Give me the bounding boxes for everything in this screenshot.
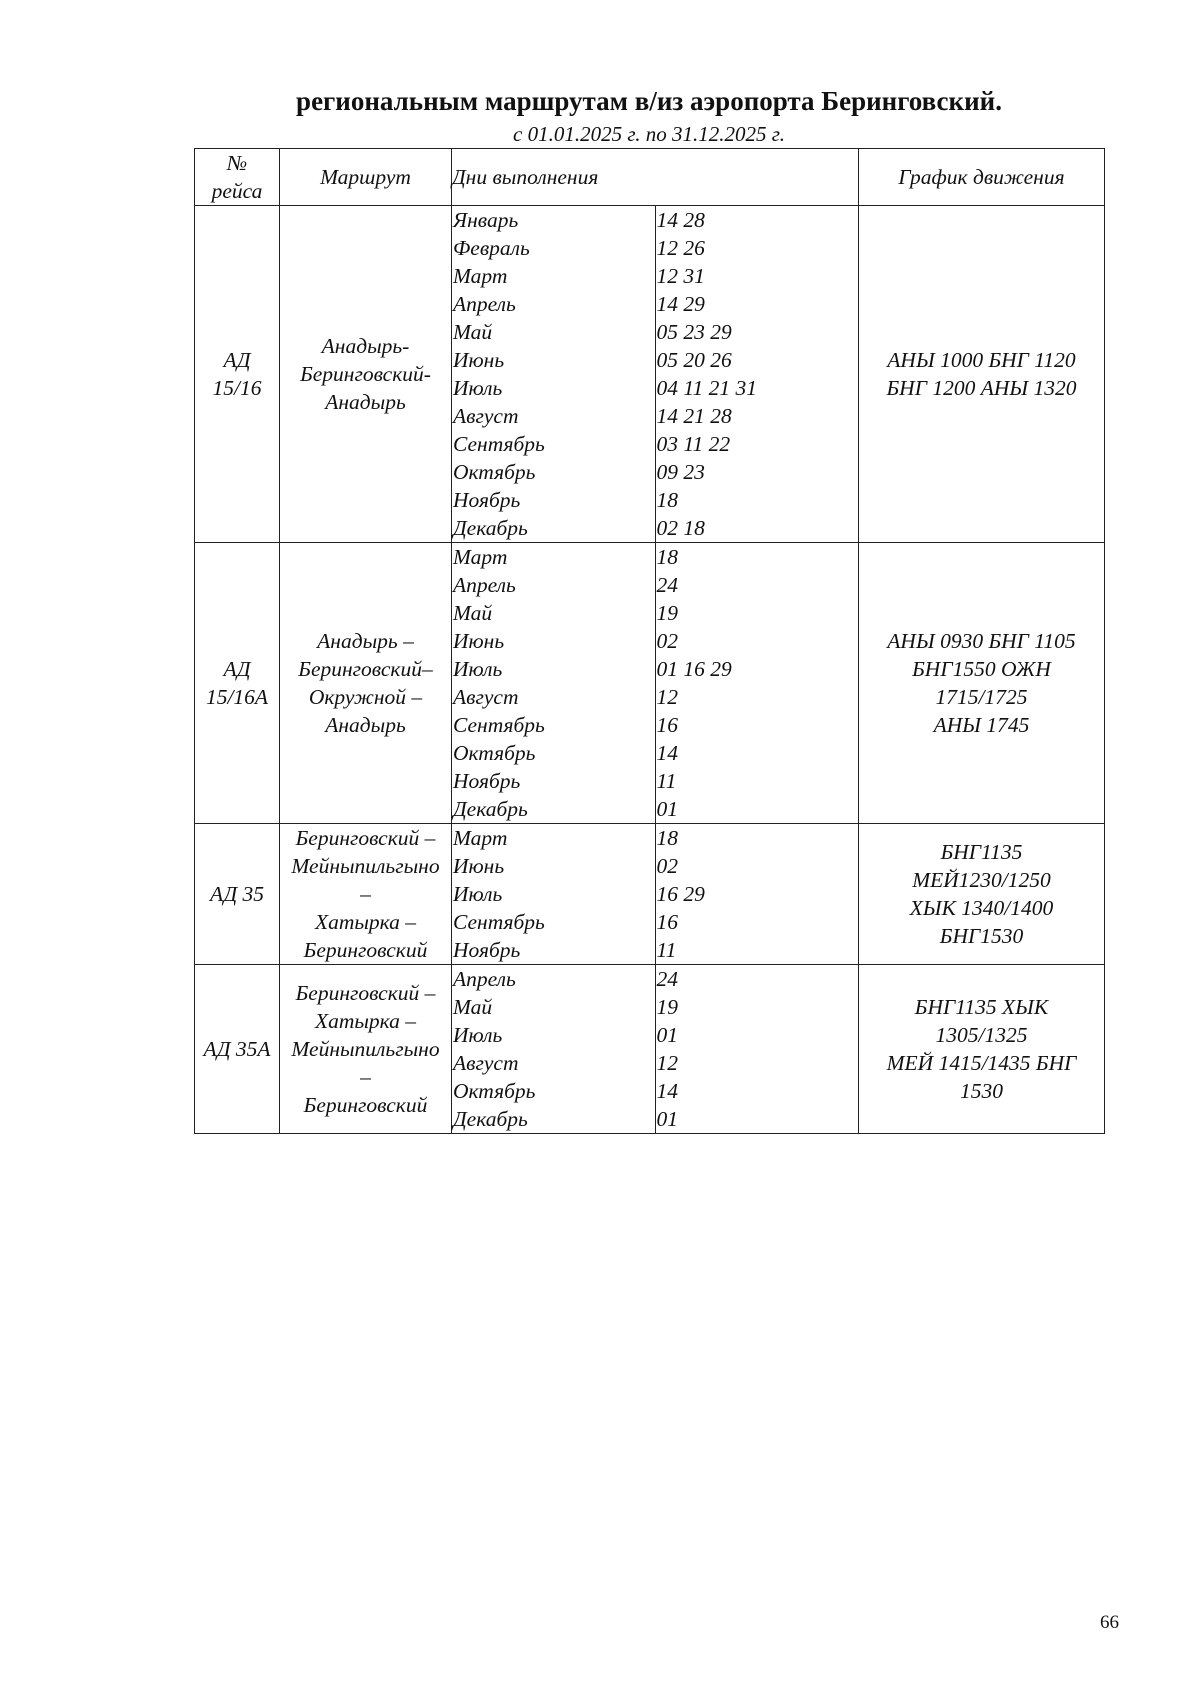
month-label: Август <box>453 404 519 428</box>
dates-cell <box>655 206 859 543</box>
flight-dates: 14 29 <box>656 292 705 316</box>
flight-number-line: АД 35А <box>203 1037 271 1061</box>
flight-dates: 18 <box>656 488 678 512</box>
month-label: Октябрь <box>453 1079 536 1103</box>
route-line: Мейныпильгыно <box>291 1037 440 1061</box>
month-label: Апрель <box>453 292 516 316</box>
flight-dates: 09 23 <box>656 460 705 484</box>
months-cell <box>452 965 656 1134</box>
month-label: Июнь <box>453 854 505 878</box>
month-label: Март <box>453 264 508 288</box>
route-line: Хатырка – <box>314 1009 417 1033</box>
flight-dates: 12 26 <box>656 236 705 260</box>
month-label: Октябрь <box>453 741 536 765</box>
route-cell <box>280 824 452 965</box>
route-line: Хатырка – <box>314 910 417 934</box>
month-label: Ноябрь <box>453 938 521 962</box>
flight-dates: 01 <box>656 1023 678 1047</box>
flight-dates: 11 <box>656 938 677 962</box>
month-label: Август <box>453 685 519 709</box>
flight-dates: 01 <box>656 1107 678 1131</box>
timetable-line: БНГ1530 <box>939 924 1024 948</box>
table-row <box>195 543 1105 824</box>
flight-dates: 03 11 22 <box>656 432 731 456</box>
header-flight-number: № рейса <box>195 149 280 206</box>
flight-dates: 02 <box>656 854 678 878</box>
timetable-line: 1715/1725 <box>935 685 1028 709</box>
route-cell <box>280 206 452 543</box>
flight-number-cell <box>195 543 280 824</box>
month-label: Апрель <box>453 573 516 597</box>
timetable-cell <box>859 824 1105 965</box>
flight-dates: 02 18 <box>656 516 705 540</box>
month-label: Декабрь <box>453 797 528 821</box>
flight-dates: 16 <box>656 910 678 934</box>
month-label: Июль <box>453 882 503 906</box>
month-label: Ноябрь <box>453 769 521 793</box>
route-line: Мейныпильгыно <box>291 854 440 878</box>
month-label: Сентябрь <box>453 910 545 934</box>
flight-dates: 14 21 28 <box>656 404 732 428</box>
flight-number-cell <box>195 206 280 543</box>
timetable-cell <box>859 206 1105 543</box>
route-cell <box>280 543 452 824</box>
month-label: Май <box>453 995 493 1019</box>
route-line: Анадырь <box>325 713 406 737</box>
flight-dates: 14 <box>656 1079 678 1103</box>
route-line: Анадырь- <box>321 334 410 358</box>
month-label: Апрель <box>453 967 516 991</box>
route-line: Беринговский <box>303 1093 428 1117</box>
flight-dates: 02 <box>656 629 678 653</box>
timetable-line: АНЫ 0930 БНГ 1105 <box>887 629 1076 653</box>
month-label: Август <box>453 1051 519 1075</box>
document-title: региональным маршрутам в/из аэропорта Беринговский. <box>296 86 1002 116</box>
month-label: Март <box>453 545 508 569</box>
flight-dates: 05 20 26 <box>656 348 732 372</box>
month-label: Январь <box>453 208 519 232</box>
route-line: Беринговский – <box>295 826 436 850</box>
flight-dates: 12 <box>656 1051 678 1075</box>
flight-number-line: 15/16А <box>205 685 269 709</box>
flight-number-line: 15/16 <box>212 376 262 400</box>
flight-dates: 24 <box>656 967 678 991</box>
route-line: – <box>360 882 371 906</box>
flight-number-cell <box>195 824 280 965</box>
header-operating-days: Дни выполнения <box>452 149 859 206</box>
flight-dates: 19 <box>656 601 678 625</box>
table-row <box>195 206 1105 543</box>
flight-dates: 05 23 29 <box>656 320 732 344</box>
month-label: Июнь <box>453 629 505 653</box>
dates-cell <box>655 543 859 824</box>
route-line: Беринговский- <box>300 362 431 386</box>
route-cell <box>280 965 452 1134</box>
month-label: Май <box>453 601 493 625</box>
flight-number-line: АД <box>223 348 251 372</box>
flight-number-line: АД <box>223 657 251 681</box>
timetable-line: ХЫК 1340/1400 <box>909 896 1054 920</box>
flight-schedule-table <box>194 148 1105 1134</box>
timetable-line: БНГ1135 <box>940 840 1023 864</box>
flight-dates: 11 <box>656 769 677 793</box>
header-timetable: График движения <box>859 149 1105 206</box>
flight-dates: 01 16 29 <box>656 657 732 681</box>
timetable-line: БНГ1135 ХЫК <box>914 995 1049 1019</box>
table-row <box>195 965 1105 1134</box>
flight-dates: 16 <box>656 713 678 737</box>
route-line: Анадырь – <box>317 629 414 653</box>
months-cell <box>452 543 656 824</box>
flight-dates: 18 <box>656 545 678 569</box>
timetable-cell <box>859 965 1105 1134</box>
months-cell <box>452 206 656 543</box>
timetable-line: АНЫ 1745 <box>933 713 1030 737</box>
route-line: Анадырь <box>325 390 406 414</box>
validity-period: с 01.01.2025 г. по 31.12.2025 г. <box>513 122 785 146</box>
timetable-line: БНГ1550 ОЖН <box>912 657 1051 681</box>
route-line: Окружной – <box>308 685 423 709</box>
month-label: Октябрь <box>453 460 536 484</box>
dates-cell <box>655 824 859 965</box>
route-line: – <box>360 1065 371 1089</box>
timetable-line: 1530 <box>960 1079 1003 1103</box>
route-line: Беринговский <box>303 938 428 962</box>
route-line: Беринговский– <box>298 657 433 681</box>
months-cell <box>452 824 656 965</box>
flight-number-line: АД 35 <box>210 882 264 906</box>
flight-dates: 12 31 <box>656 264 705 288</box>
table-header-row <box>195 149 1105 206</box>
timetable-line: МЕЙ 1415/1435 БНГ <box>886 1051 1077 1075</box>
month-label: Июль <box>453 657 503 681</box>
month-label: Сентябрь <box>453 713 545 737</box>
route-line: Беринговский – <box>295 981 436 1005</box>
flight-number-cell <box>195 965 280 1134</box>
flight-dates: 24 <box>656 573 678 597</box>
month-label: Сентябрь <box>453 432 545 456</box>
header-route: Маршрут <box>280 149 452 206</box>
month-label: Февраль <box>453 236 530 260</box>
month-label: Март <box>453 826 508 850</box>
month-label: Июль <box>453 1023 503 1047</box>
flight-dates: 19 <box>656 995 678 1019</box>
flight-dates: 16 29 <box>656 882 705 906</box>
flight-dates: 14 <box>656 741 678 765</box>
dates-cell <box>655 965 859 1134</box>
table-row <box>195 824 1105 965</box>
flight-dates: 12 <box>656 685 678 709</box>
month-label: Май <box>453 320 493 344</box>
month-label: Декабрь <box>453 1107 528 1131</box>
timetable-line: 1305/1325 <box>935 1023 1028 1047</box>
timetable-line: БНГ 1200 АНЫ 1320 <box>886 376 1077 400</box>
flight-dates: 01 <box>656 797 678 821</box>
month-label: Июнь <box>453 348 505 372</box>
month-label: Июль <box>453 376 503 400</box>
flight-dates: 18 <box>656 826 678 850</box>
month-label: Ноябрь <box>453 488 521 512</box>
flight-dates: 04 11 21 31 <box>656 376 758 400</box>
page-number: 66 <box>1100 1612 1119 1633</box>
month-label: Декабрь <box>453 516 528 540</box>
timetable-line: АНЫ 1000 БНГ 1120 <box>887 348 1076 372</box>
flight-dates: 14 28 <box>656 208 705 232</box>
timetable-cell <box>859 543 1105 824</box>
timetable-line: МЕЙ1230/1250 <box>912 868 1051 892</box>
